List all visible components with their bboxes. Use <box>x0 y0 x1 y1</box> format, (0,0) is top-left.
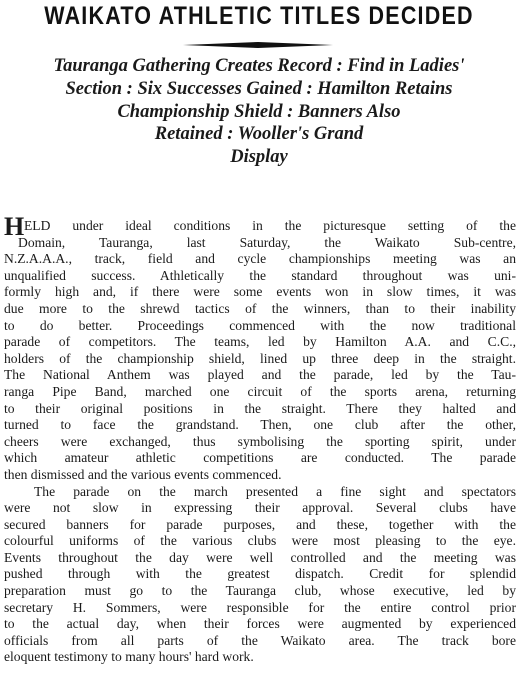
article-body <box>4 212 516 666</box>
body-line: parade of competitors. The teams, led by Hamilton A.A. and C.C., <box>4 334 516 350</box>
body-line: secured banners for parade purposes, and these, together with the <box>4 516 516 532</box>
body-line: turned to face the grandstand. Then, one club after the other, <box>4 417 516 433</box>
body-line: Domain, Tauranga, last Saturday, the Waikato Sub-centre, <box>18 234 516 250</box>
body-line: The National Anthem was played and the parade, led by the Tau- <box>4 367 516 383</box>
deck-line: Display <box>230 147 288 168</box>
headline: WAIKATO ATHLETIC TITLES DECIDED <box>44 2 474 30</box>
body-line: eloquent testimony to many hours' hard work. <box>4 649 254 665</box>
first-line-text: ELD under ideal conditions in the picturesque setting of the <box>24 218 516 233</box>
body-line: ranga Pipe Band, marched one circuit of the sports arena, returning <box>4 383 516 399</box>
body-line: N.Z.A.A.A., track, field and cycle championships meeting was an <box>4 251 516 267</box>
body-line: holders of the championship shield, lined up three deep in the straight. <box>4 350 516 366</box>
body-line: to the actual day, when their forces were augmented by experienced <box>4 616 516 632</box>
sub-headline <box>10 55 508 169</box>
body-line: cheers were exchanged, thus symbolising the sporting spirit, under <box>4 433 516 449</box>
body-line: to do better. Proceedings commenced with the now traditional <box>4 317 516 333</box>
deck-line: Section : Six Successes Gained : Hamilton Retains <box>65 78 453 99</box>
body-line: were not slow in expressing their approval. Several clubs have <box>4 500 516 516</box>
ornamental-rule <box>183 40 333 50</box>
deck-line: Tauranga Gathering Creates Record : Find in Ladies' <box>53 56 465 76</box>
first-line <box>4 212 516 241</box>
body-line: then dismissed and the various events commenced. <box>4 466 282 482</box>
body-line: pushed through with the greatest dispatch. Credit for splendid <box>4 566 516 582</box>
body-line: unqualified success. Athletically the standard throughout was uni- <box>4 267 516 283</box>
drop-cap: H <box>4 212 25 241</box>
body-line: to their original positions in the straight. There they halted and <box>4 400 516 416</box>
body-line: colourful uniforms of the various clubs were most pleasing to the eye. <box>4 533 516 549</box>
body-line: due more to the shrewd tactics of the winners, than to their inability <box>4 300 516 316</box>
body-line: The parade on the march presented a fine sight and spectators <box>34 483 516 499</box>
deck-line: Retained : Wooller's Grand <box>154 124 364 145</box>
body-line: officials from all parts of the Waikato area. The track bore <box>4 632 516 648</box>
body-line: Events throughout the day were well controlled and the meeting was <box>4 549 516 565</box>
deck-line: Championship Shield : Banners Also <box>117 101 401 122</box>
body-line: preparation must go to the Tauranga club, whose executive, led by <box>4 583 516 599</box>
body-line: formly high and, if there were some events won in slow times, it was <box>4 284 516 300</box>
body-line: which amateur athletic competitions are conducted. The parade <box>4 450 516 466</box>
body-line: secretary H. Sommers, were responsible for the entire control prior <box>4 599 516 615</box>
